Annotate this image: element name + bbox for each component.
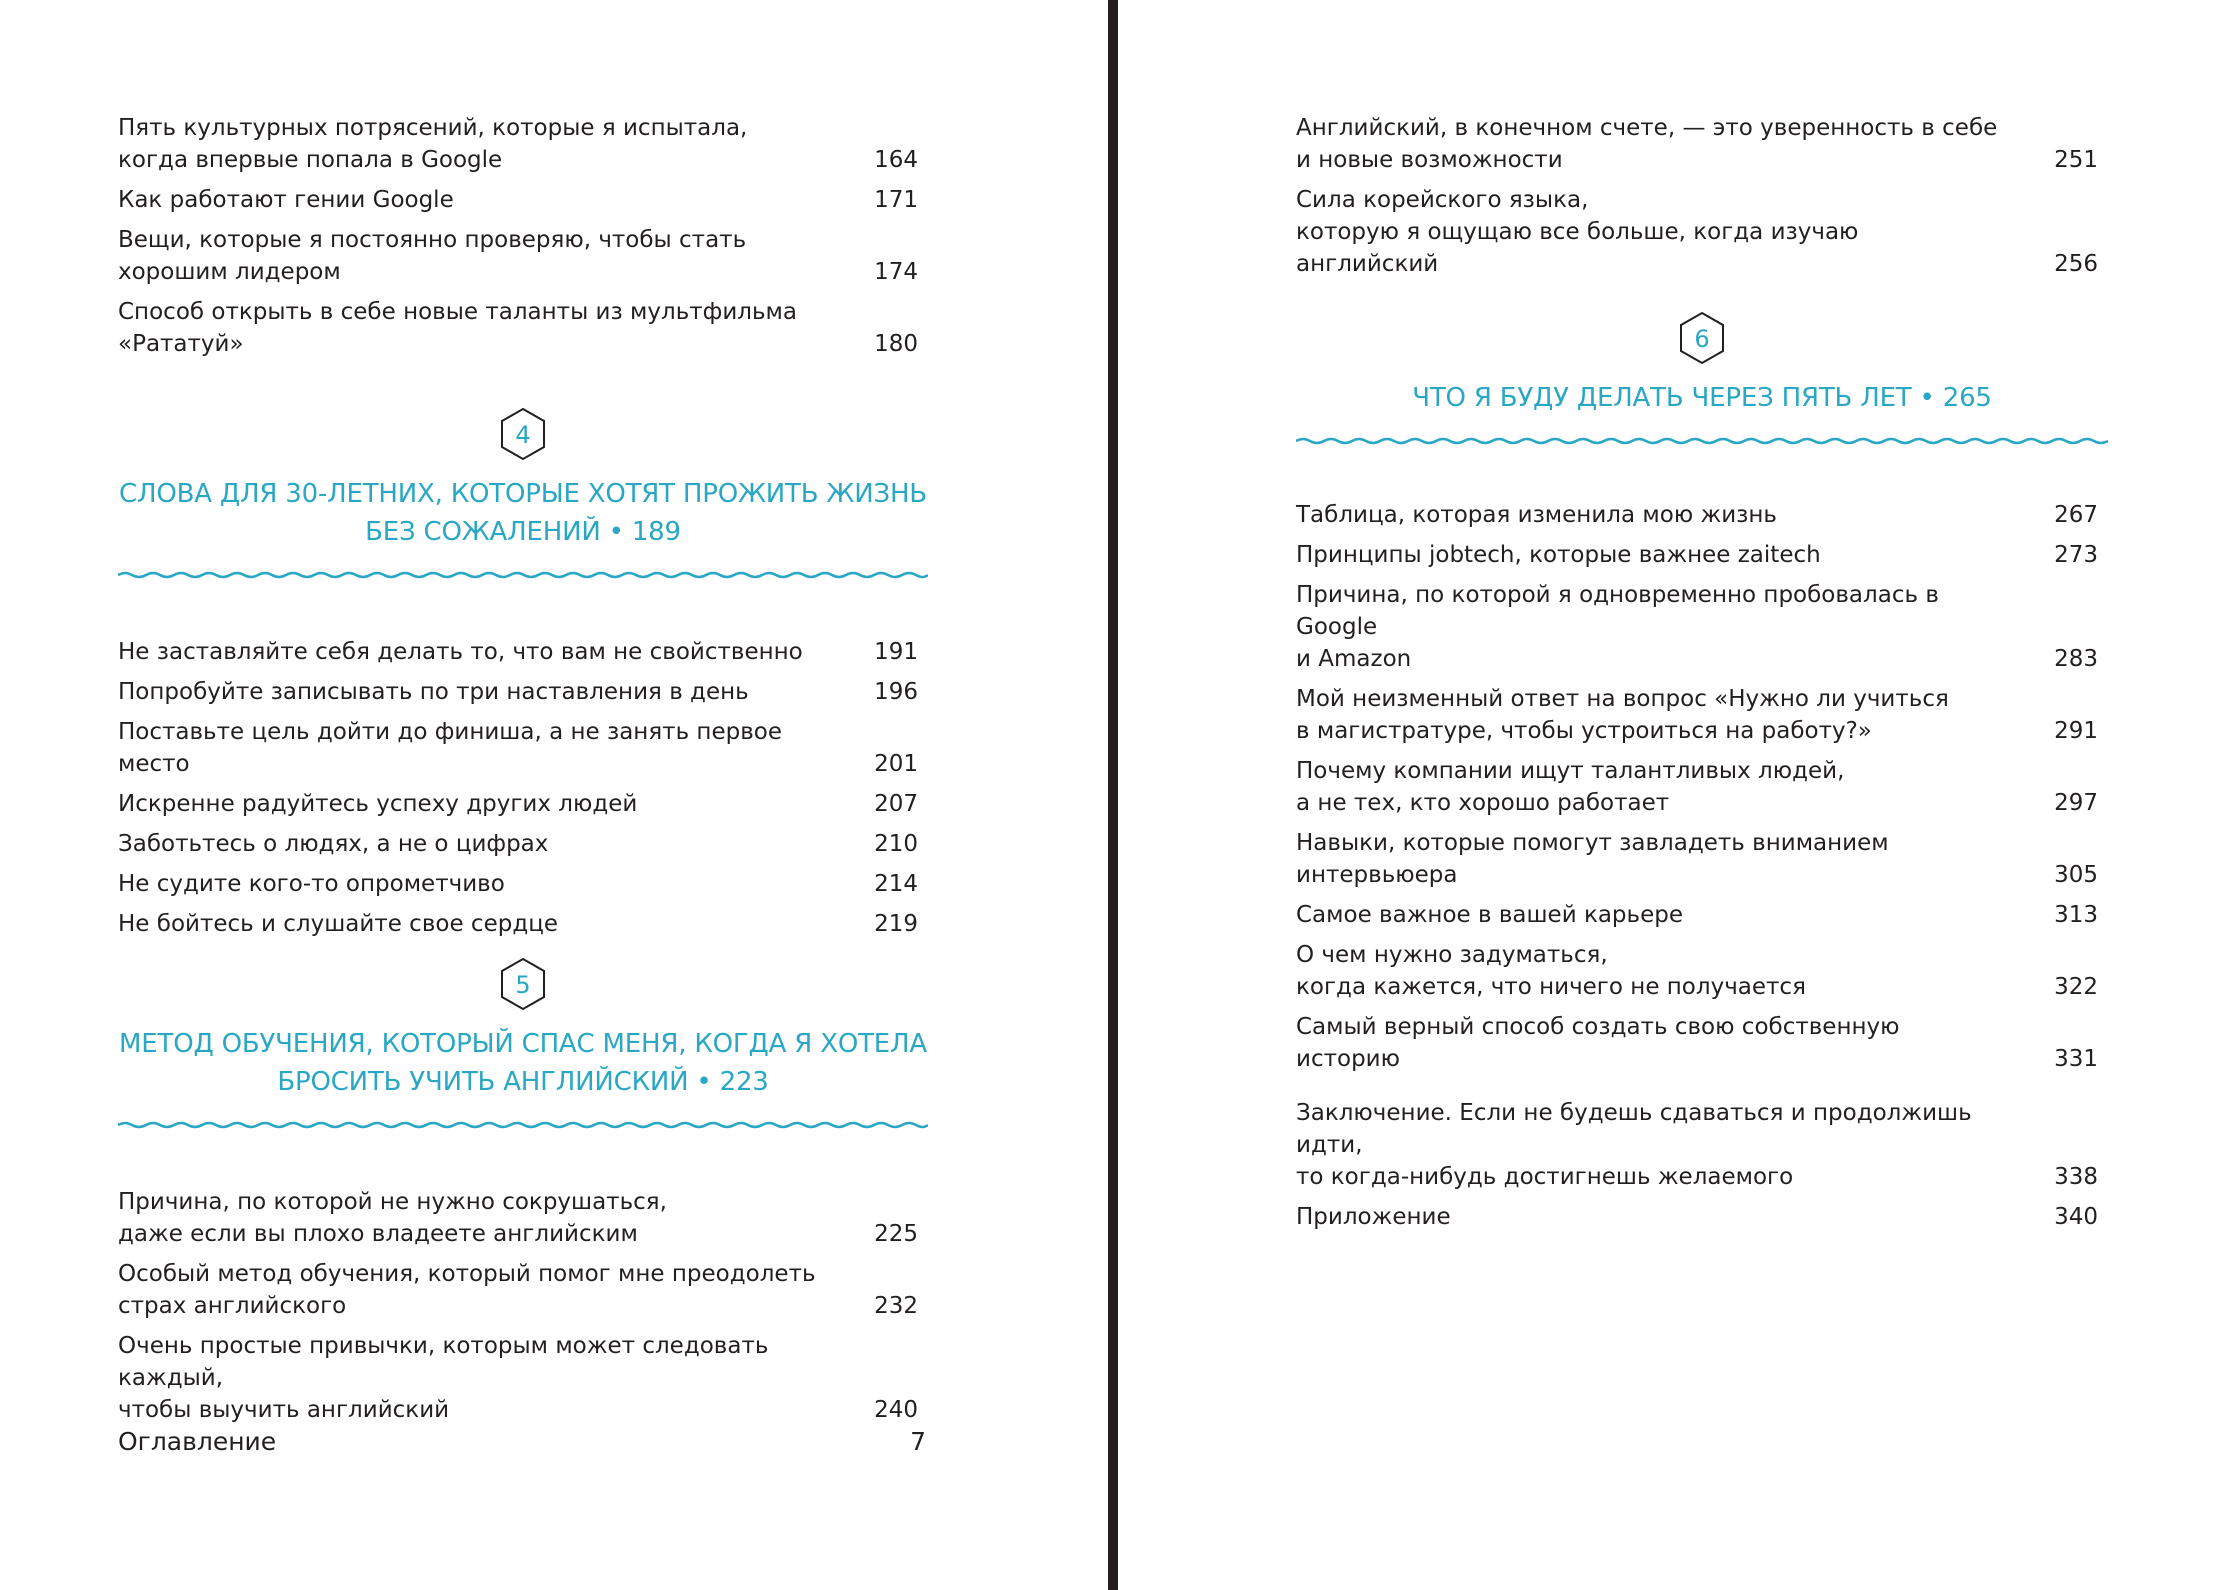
toc-entry-page: 283 bbox=[2054, 646, 2098, 672]
left-page bbox=[0, 0, 1108, 1590]
toc-entry-page: 171 bbox=[874, 187, 918, 213]
chapter-title: МЕТОД ОБУЧЕНИЯ, КОТОРЫЙ СПАС МЕНЯ, КОГДА Я ХОТЕЛА БРОСИТЬ УЧИТЬ АНГЛИЙСКИЙ • 223 bbox=[119, 1029, 927, 1097]
chapter-title: СЛОВА ДЛЯ 30-ЛЕТНИХ, КОТОРЫЕ ХОТЯТ ПРОЖИТЬ ЖИЗНЬ БЕЗ СОЖАЛЕНИЙ • 189 bbox=[119, 479, 927, 547]
toc-entry[interactable] bbox=[1296, 683, 2108, 747]
toc-entry[interactable] bbox=[1296, 827, 2108, 891]
page-footer bbox=[118, 1426, 928, 1466]
toc-entry-page: 331 bbox=[2054, 1046, 2098, 1072]
wave-divider bbox=[118, 567, 928, 583]
toc-entry[interactable] bbox=[118, 828, 928, 860]
toc-entry-conclusion[interactable] bbox=[1296, 1097, 2108, 1193]
hexagon-icon bbox=[499, 957, 547, 1011]
toc-entry[interactable] bbox=[118, 1258, 928, 1322]
footer-label: Оглавление bbox=[118, 1427, 277, 1456]
toc-entry-title: Не бойтесь и слушайте свое сердце bbox=[118, 911, 559, 937]
toc-entry-page: 201 bbox=[874, 751, 918, 777]
toc-entry-page: 240 bbox=[874, 1397, 918, 1423]
toc-entry-page: 297 bbox=[2054, 790, 2098, 816]
toc-entry-title: Заботьтесь о людях, а не о цифрах bbox=[118, 831, 549, 857]
toc-entry-title: Мой неизменный ответ на вопрос «Нужно ли учиться в магистратуре, чтобы устроиться на работу?» bbox=[1296, 686, 1949, 744]
toc-entry[interactable] bbox=[1296, 899, 2108, 931]
toc-entry-page: 267 bbox=[2054, 502, 2098, 528]
toc-entry[interactable] bbox=[118, 676, 928, 708]
toc-entry-page: 174 bbox=[874, 259, 918, 285]
toc-entry[interactable] bbox=[1296, 755, 2108, 819]
toc-entry-page: 210 bbox=[874, 831, 918, 857]
right-top-entries bbox=[1296, 112, 2108, 288]
toc-entry-page: 322 bbox=[2054, 974, 2098, 1000]
toc-entry-title: Поставьте цель дойти до финиша, а не занять первое место bbox=[118, 719, 783, 777]
hexagon-icon bbox=[499, 407, 547, 461]
toc-entry[interactable] bbox=[118, 868, 928, 900]
toc-entry[interactable] bbox=[1296, 112, 2108, 176]
toc-entry[interactable] bbox=[1296, 499, 2108, 531]
hexagon-icon bbox=[1678, 311, 1726, 365]
toc-entry[interactable] bbox=[1296, 539, 2108, 571]
toc-entry-page: 232 bbox=[874, 1293, 918, 1319]
toc-entry[interactable] bbox=[118, 112, 928, 176]
toc-entry-page: 338 bbox=[2054, 1164, 2098, 1190]
toc-entry-title: Самый верный способ создать свою собственную историю bbox=[1296, 1014, 1900, 1072]
toc-entry-page: 191 bbox=[874, 639, 918, 665]
toc-entry-page: 273 bbox=[2054, 542, 2098, 568]
toc-entry-page: 219 bbox=[874, 911, 918, 937]
toc-entry-title: Английский, в конечном счете, — это уверенность в себе и новые возможности bbox=[1296, 115, 1998, 173]
toc-entry-page: 305 bbox=[2054, 862, 2098, 888]
footer-entry bbox=[118, 1426, 928, 1458]
toc-entry[interactable] bbox=[118, 908, 928, 940]
toc-entry[interactable] bbox=[1296, 184, 2108, 280]
right-page bbox=[1118, 0, 2228, 1590]
toc-entry-title: Искренне радуйтесь успеху других людей bbox=[118, 791, 638, 817]
toc-entry-title: Навыки, которые помогут завладеть вниманием интервьюера bbox=[1296, 830, 1889, 888]
chapter-title: ЧТО Я БУДУ ДЕЛАТЬ ЧЕРЕЗ ПЯТЬ ЛЕТ • 265 bbox=[1412, 383, 1992, 413]
toc-entry-title: Заключение. Если не будешь сдаваться и продолжишь идти, то когда-нибудь достигнешь желаемого bbox=[1296, 1100, 1972, 1190]
toc-entry-title: Самое важное в вашей карьере bbox=[1296, 902, 1683, 928]
toc-entry-page: 291 bbox=[2054, 718, 2098, 744]
toc-entry[interactable] bbox=[118, 184, 928, 216]
footer-page-number: 7 bbox=[910, 1427, 926, 1456]
toc-entry-title: Таблица, которая изменила мою жизнь bbox=[1296, 502, 1777, 528]
chapter-5-header[interactable] bbox=[118, 957, 928, 1133]
toc-entry[interactable] bbox=[118, 1186, 928, 1250]
toc-entry-page: 196 bbox=[874, 679, 918, 705]
toc-entry-title: Сила корейского языка, которую я ощущаю все больше, когда изучаю английский bbox=[1296, 187, 1859, 277]
toc-entry-title: Очень простые привычки, которым может следовать каждый, чтобы выучить английский bbox=[118, 1333, 769, 1423]
toc-entry-appendix[interactable] bbox=[1296, 1201, 2108, 1233]
toc-entry-page: 225 bbox=[874, 1221, 918, 1247]
toc-entry-title: Причина, по которой не нужно сокрушаться, даже если вы плохо владеете английским bbox=[118, 1189, 667, 1247]
toc-entry-title: Способ открыть в себе новые таланты из мультфильма «Рататуй» bbox=[118, 299, 797, 357]
toc-entry-title: Не заставляйте себя делать то, что вам не свойственно bbox=[118, 639, 803, 665]
chapter-6-entries bbox=[1296, 499, 2108, 1241]
toc-entry-page: 251 bbox=[2054, 147, 2098, 173]
toc-entry-title: Принципы jobtech, которые важнее zaitech bbox=[1296, 542, 1821, 568]
toc-entry[interactable] bbox=[118, 296, 928, 360]
toc-entry[interactable] bbox=[118, 1330, 928, 1426]
toc-entry-title: Пять культурных потрясений, которые я испытала, когда впервые попала в Google bbox=[118, 115, 748, 173]
toc-entry[interactable] bbox=[118, 788, 928, 820]
toc-entry-page: 256 bbox=[2054, 251, 2098, 277]
toc-entry[interactable] bbox=[1296, 1011, 2108, 1075]
toc-entry-page: 164 bbox=[874, 147, 918, 173]
chapter-4-header[interactable] bbox=[118, 407, 928, 583]
chapter-number: 5 bbox=[515, 971, 531, 999]
toc-entry-title: Почему компании ищут талантливых людей, а не тех, кто хорошо работает bbox=[1296, 758, 1845, 816]
book-spine bbox=[1108, 0, 1118, 1590]
toc-entry-page: 340 bbox=[2054, 1204, 2098, 1230]
toc-entry-title: Приложение bbox=[1296, 1204, 1451, 1230]
toc-entry-title: Вещи, которые я постоянно проверяю, чтобы стать хорошим лидером bbox=[118, 227, 747, 285]
toc-entry[interactable] bbox=[1296, 939, 2108, 1003]
toc-entry-title: Попробуйте записывать по три наставления в день bbox=[118, 679, 749, 705]
toc-entry-title: Причина, по которой я одновременно пробовалась в Google и Amazon bbox=[1296, 582, 1939, 672]
chapter-number: 6 bbox=[1694, 325, 1710, 353]
toc-entry-page: 313 bbox=[2054, 902, 2098, 928]
toc-entry-title: О чем нужно задуматься, когда кажется, что ничего не получается bbox=[1296, 942, 1806, 1000]
toc-entry-title: Как работают гении Google bbox=[118, 187, 454, 213]
wave-divider bbox=[118, 1117, 928, 1133]
toc-entry-page: 180 bbox=[874, 331, 918, 357]
toc-entry-page: 214 bbox=[874, 871, 918, 897]
toc-entry[interactable] bbox=[118, 224, 928, 288]
toc-entry[interactable] bbox=[118, 716, 928, 780]
toc-entry-title: Не судите кого-то опрометчиво bbox=[118, 871, 505, 897]
toc-entry-title: Особый метод обучения, который помог мне преодолеть страх английского bbox=[118, 1261, 816, 1319]
chapter-4-entries bbox=[118, 636, 928, 948]
left-top-entries bbox=[118, 112, 928, 368]
chapter-number: 4 bbox=[515, 421, 531, 449]
toc-entry[interactable] bbox=[1296, 579, 2108, 675]
wave-divider bbox=[1296, 433, 2108, 449]
chapter-5-entries bbox=[118, 1186, 928, 1434]
chapter-6-header[interactable] bbox=[1296, 311, 2108, 449]
toc-entry[interactable] bbox=[118, 636, 928, 668]
toc-entry-page: 207 bbox=[874, 791, 918, 817]
